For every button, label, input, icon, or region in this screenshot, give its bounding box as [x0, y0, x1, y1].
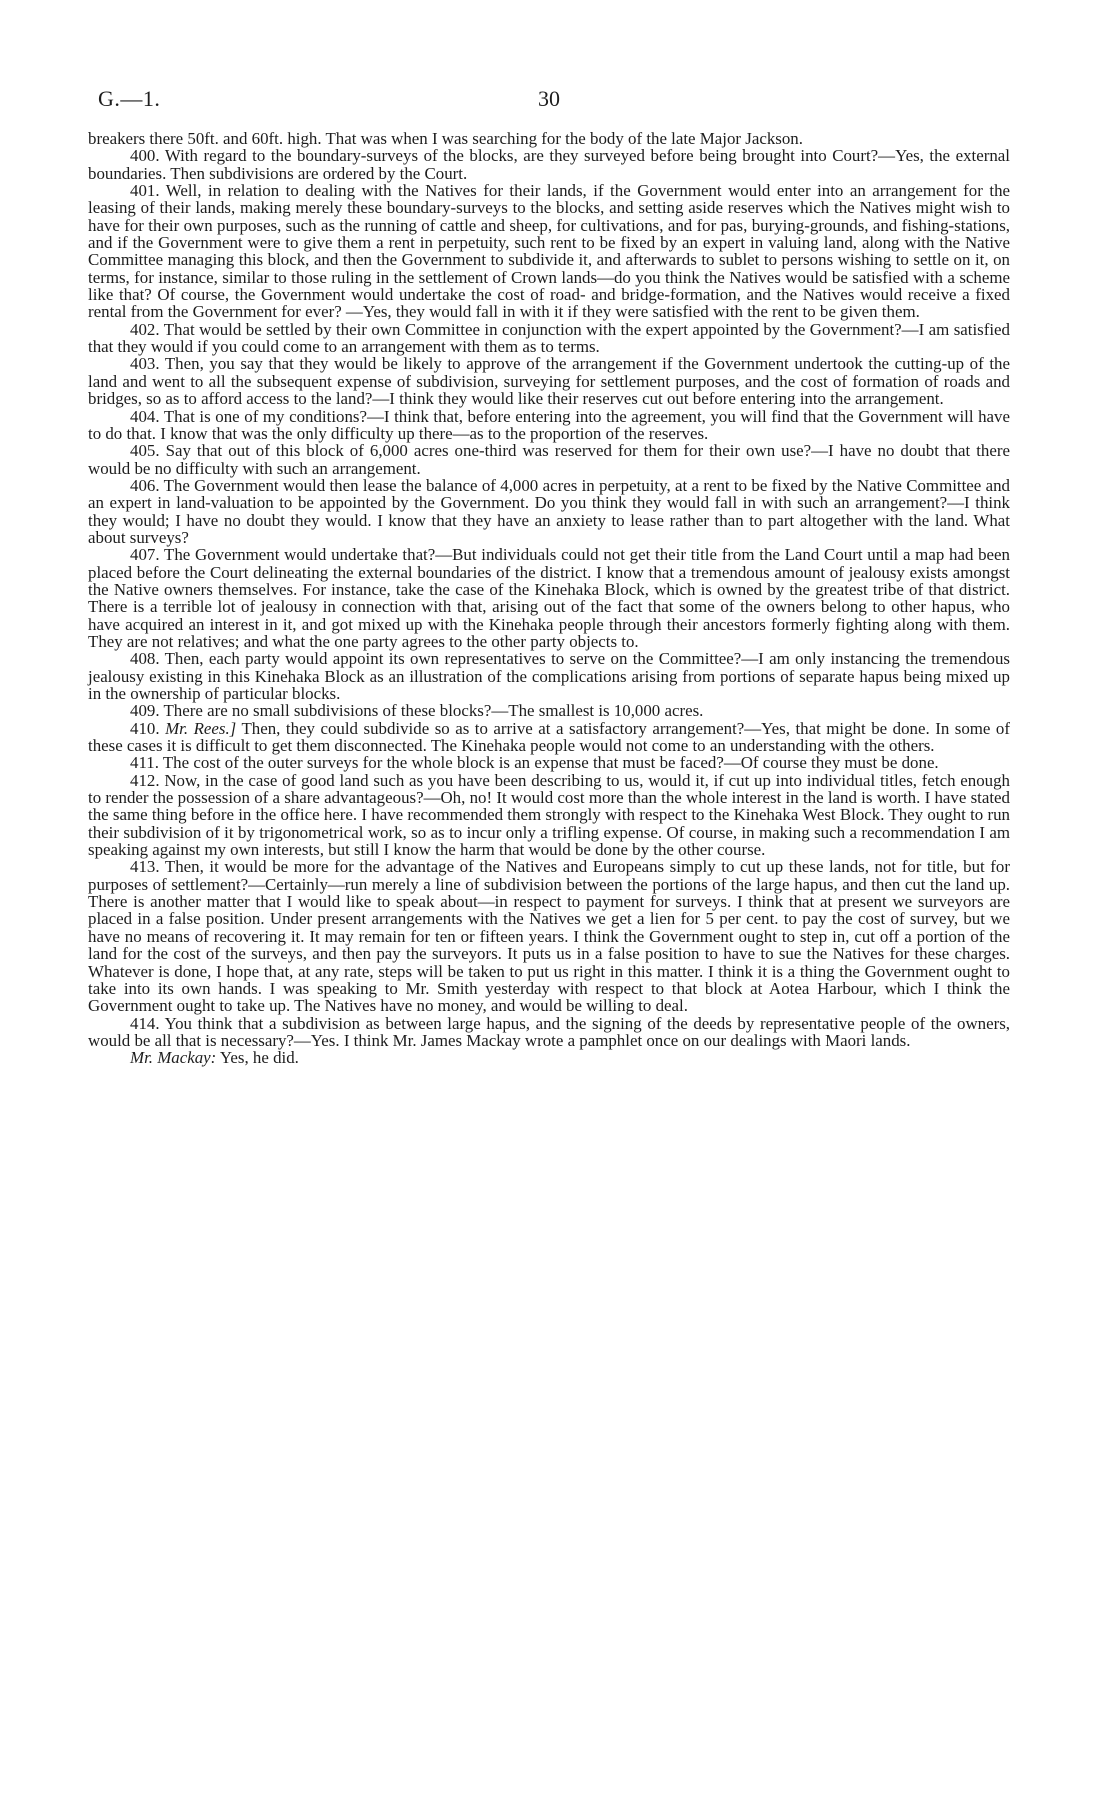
question-411: 411. The cost of the outer surveys for the whole block is an expense that must be faced?—Of course they must be done.	[130, 753, 939, 773]
question-number: 402.	[130, 319, 160, 339]
question-number: 411.	[130, 753, 159, 773]
document-code: G.—1.	[98, 86, 161, 111]
question-407: 407. The Government would undertake that?—But individuals could not get their title from the Land Court until a map had been placed before the Court delineating the external boundaries of the district. I know that a tremendous amount of jealousy exists amongst the Native owners themselves. For instance, take the case of the Kinehaka Block, which is owned by the greatest tribe of that district. There is a terrible lot of jealousy in connection with that, arising out of the fact that some of the owners belong to other hapus, who have acquired an interest in it, and got mixed up with the Kinehaka people through their ancestors formerly fighting along with them. They are not relatives; and what the one party agrees to the other party objects to.	[88, 545, 1010, 651]
question-number: 407.	[130, 545, 160, 565]
question-404: 404. That is one of my conditions?—I think that, before entering into the agreement, you will find that the Government will have to do that. I know that was the only difficulty up there—as to the proportion of the reserves.	[88, 406, 1010, 443]
question-number: 408.	[130, 649, 160, 669]
document-page	[88, 86, 1011, 1068]
speaker-label: Mr. Rees.]	[165, 718, 237, 738]
question-number: 410.	[130, 718, 160, 738]
speaker-label: Mr. Mackay:	[130, 1048, 217, 1068]
question-412: 412. Now, in the case of good land such as you have been describing to us, would it, if cut up into individual titles, fetch enough to render the possession of a share advantageous?—Oh, no! It would cost more than the whole interest in the land is worth. I have stated the same thing before in the office here. I have recommended them strongly with respect to the Kinehaka West Block. They ought to run their subdivision of it by trigonometrical work, so as to incur only a trifling expense. Of course, in making such a recommendation I am speaking against my own interests, but still I know the harm that would be done by the other course.	[88, 770, 1010, 860]
closing-remark: Mr. Mackay: Yes, he did.	[130, 1048, 299, 1068]
question-406: 406. The Government would then lease the balance of 4,000 acres in perpetuity, at a rent to be fixed by the Native Committee and an expert in land-valuation to be appointed by the Government. Do you think they would fall in with such an arrangement?—I think they would; I have no doubt they would. I know that they have an anxiety to lease rather than to part altogether with the land. What about surveys?	[88, 475, 1010, 547]
question-number: 405.	[130, 441, 160, 461]
question-413: 413. Then, it would be more for the advantage of the Natives and Europeans simply to cut up these lands, not for title, but for purposes of settlement?—Certainly—run merely a line of subdivision between the portions of the large hapus, and then cut the land up. There is another matter that I would like to speak about—in respect to payment for surveys. I think that at present we surveyors are placed in a false position. Under present arrangements with the Natives we get a lien for 5 per cent. to pay the cost of survey, but we have no means of recovering it. It may remain for ten or fifteen years. I think the Government ought to step in, cut off a portion of the land for the cost of the surveys, and then pay the surveyors. It puts us in a false position to have to sue the Natives for these charges. Whatever is done, I hope that, at any rate, steps will be taken to put us right in this matter. I think it is a thing the Government ought to take into its own hands. I was speaking to Mr. Smith yesterday with respect to that block at Aotea Harbour, which I think the Government ought to take up. The Natives have no money, and would be willing to deal.	[88, 857, 1011, 1016]
paragraph-continuation: breakers there 50ft. and 60ft. high. That was when I was searching for the body of the late Major Jackson.	[88, 129, 803, 148]
question-405: 405. Say that out of this block of 6,000 acres one-third was reserved for them for their own use?—I have no doubt that there would be no difficulty with such an arrangement.	[88, 441, 1010, 478]
question-401: 401. Well, in relation to dealing with the Natives for their lands, if the Government would enter into an arrangement for the leasing of their lands, making merely these boundary-surveys to the blocks, and setting aside reserves which the Natives might wish to have for their own purposes, such as the running of cattle and sheep, for cultivations, and for pas, burying-grounds, and fishing-stations, and if the Government were to give them a rent in perpetuity, such rent to be fixed by an expert in valuing land, along with the Native Committee managing this block, and then the Government to subdivide it, and afterwards to sublet to persons wishing to settle on it, on terms, for instance, similar to those ruling in the settlement of Crown lands—do you think the Natives would be satisfied with a scheme like that? Of course, the Government would undertake the cost of road- and bridge-formation, and the Natives would receive a fixed rental from the Government for ever? —Yes, they would fall in with it if they were satisfied with the rent to be given them.	[88, 181, 1011, 322]
question-410: 410. Mr. Rees.] Then, they could subdivide so as to arrive at a satisfactory arrangement?—Yes, that might be done. In some of these cases it is difficult to get them disconnected. The Kinehaka people would not come to an understanding with the others.	[88, 718, 1011, 756]
question-number: 403.	[130, 354, 160, 374]
question-number: 400.	[130, 146, 160, 166]
page-number: 30	[538, 86, 560, 111]
question-409: 409. There are no small subdivisions of these blocks?—The smallest is 10,000 acres.	[130, 701, 704, 721]
question-number: 406.	[130, 475, 160, 495]
question-number: 401.	[130, 181, 160, 201]
question-400: 400. With regard to the boundary-surveys of the blocks, are they surveyed before being brought into Court?—Yes, the external boundaries. Then subdivisions are ordered by the Court.	[88, 146, 1010, 183]
question-number: 413.	[130, 857, 160, 877]
question-number: 404.	[130, 406, 160, 426]
testimony-body	[88, 130, 1010, 1067]
question-number: 414.	[130, 1013, 160, 1033]
question-number: 412.	[130, 770, 160, 790]
page-header	[88, 86, 1010, 124]
question-403: 403. Then, you say that they would be likely to approve of the arrangement if the Government undertook the cutting-up of the land and went to all the subsequent expense of subdivision, surveying for settlement purposes, and the cost of formation of roads and bridges, so as to afford access to the land?—I think they would like their reserves cut out before entering into the arrangement.	[88, 354, 1010, 409]
question-number: 409.	[130, 701, 160, 721]
question-402: 402. That would be settled by their own Committee in conjunction with the expert appointed by the Government?—I am satisfied that they would if you could come to an arrangement with them as to terms.	[88, 319, 1010, 357]
question-414: 414. You think that a subdivision as between large hapus, and the signing of the deeds by representative people of the owners, would be all that is necessary?—Yes. I think Mr. James Mackay wrote a pamphlet once on our dealings with Maori lands.	[88, 1013, 1011, 1050]
question-408: 408. Then, each party would appoint its own representatives to serve on the Committee?—I am only instancing the tremendous jealousy existing in this Kinehaka Block as an illustration of the complications arising from portions of separate hapus being mixed up in the ownership of particular blocks.	[88, 649, 1010, 703]
